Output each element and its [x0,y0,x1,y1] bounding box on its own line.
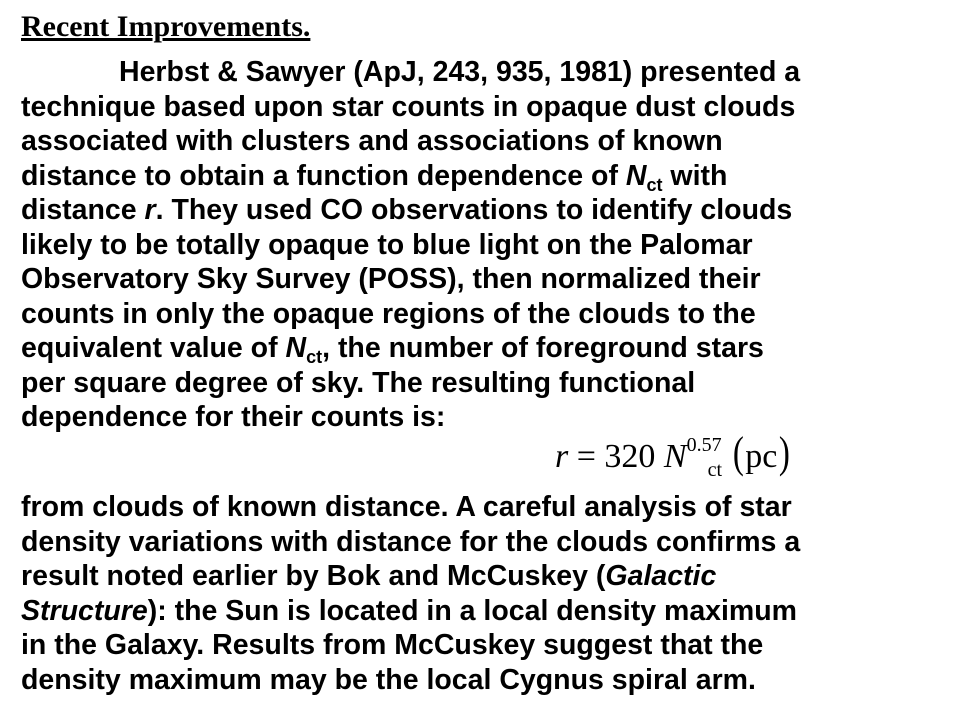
equation-lhs: r [555,438,569,475]
equation-subscript: ct [707,459,723,481]
text-line: technique based upon star counts in opaque dust clouds [21,90,796,123]
text-span: distance to obtain a function dependence of [21,159,626,192]
subscript-ct: ct [306,347,323,367]
distance-equation [555,427,792,479]
text-line: associated with clusters and associations of known [21,125,723,157]
equation-equals: = 320 [568,438,664,475]
book-title: Galactic [605,560,717,592]
subscript-ct: ct [646,174,663,195]
variable-n: N [285,332,307,364]
variable-n: N [625,159,647,192]
text-line: counts in only the opaque regions of the clouds to the [21,297,756,330]
equation-open-paren: ( [732,428,744,477]
paragraph-conclusion [21,490,951,697]
variable-r: r [144,194,156,226]
text-span: with [662,159,728,192]
text-line: in the Galaxy. Results from McCuskey suggest that the [21,629,764,661]
text-span: , the number of foreground stars [322,332,764,364]
text-span: ): the Sun is located in a local density maximum [147,594,798,627]
text-line [21,159,951,194]
text-line [21,331,951,366]
equation-exponent: 0.57 [686,434,722,456]
book-title: Structure [21,594,148,627]
equation-close-paren: ) [779,428,791,477]
text-line: from clouds of known distance. A careful analysis of star [21,491,792,523]
paragraph-intro [21,55,951,435]
equation-variable: N [663,438,687,475]
text-line: dependence for their counts is: [21,401,446,433]
text-line [21,193,951,228]
text-span: equivalent value of [21,332,286,364]
text-line: density maximum may be the local Cygnus spiral arm. [21,663,756,696]
equation-unit: pc [745,438,778,475]
text-line: likely to be totally opaque to blue light on the Palomar [21,228,753,261]
text-line: Herbst & Sawyer (ApJ, 243, 935, 1981) presented a [119,56,801,88]
text-span: . They used CO observations to identify clouds [155,194,793,226]
text-line: Observatory Sky Survey (POSS), then normalized their [21,263,761,295]
text-line [21,594,951,629]
text-line: density variations with distance for the clouds confirms a [21,525,801,558]
text-span: distance [21,194,145,226]
section-heading: Recent Improvements. [21,10,311,43]
text-line [21,559,951,594]
text-line: per square degree of sky. The resulting functional [21,366,696,399]
text-span: result noted earlier by Bok and McCuskey ( [21,560,606,592]
